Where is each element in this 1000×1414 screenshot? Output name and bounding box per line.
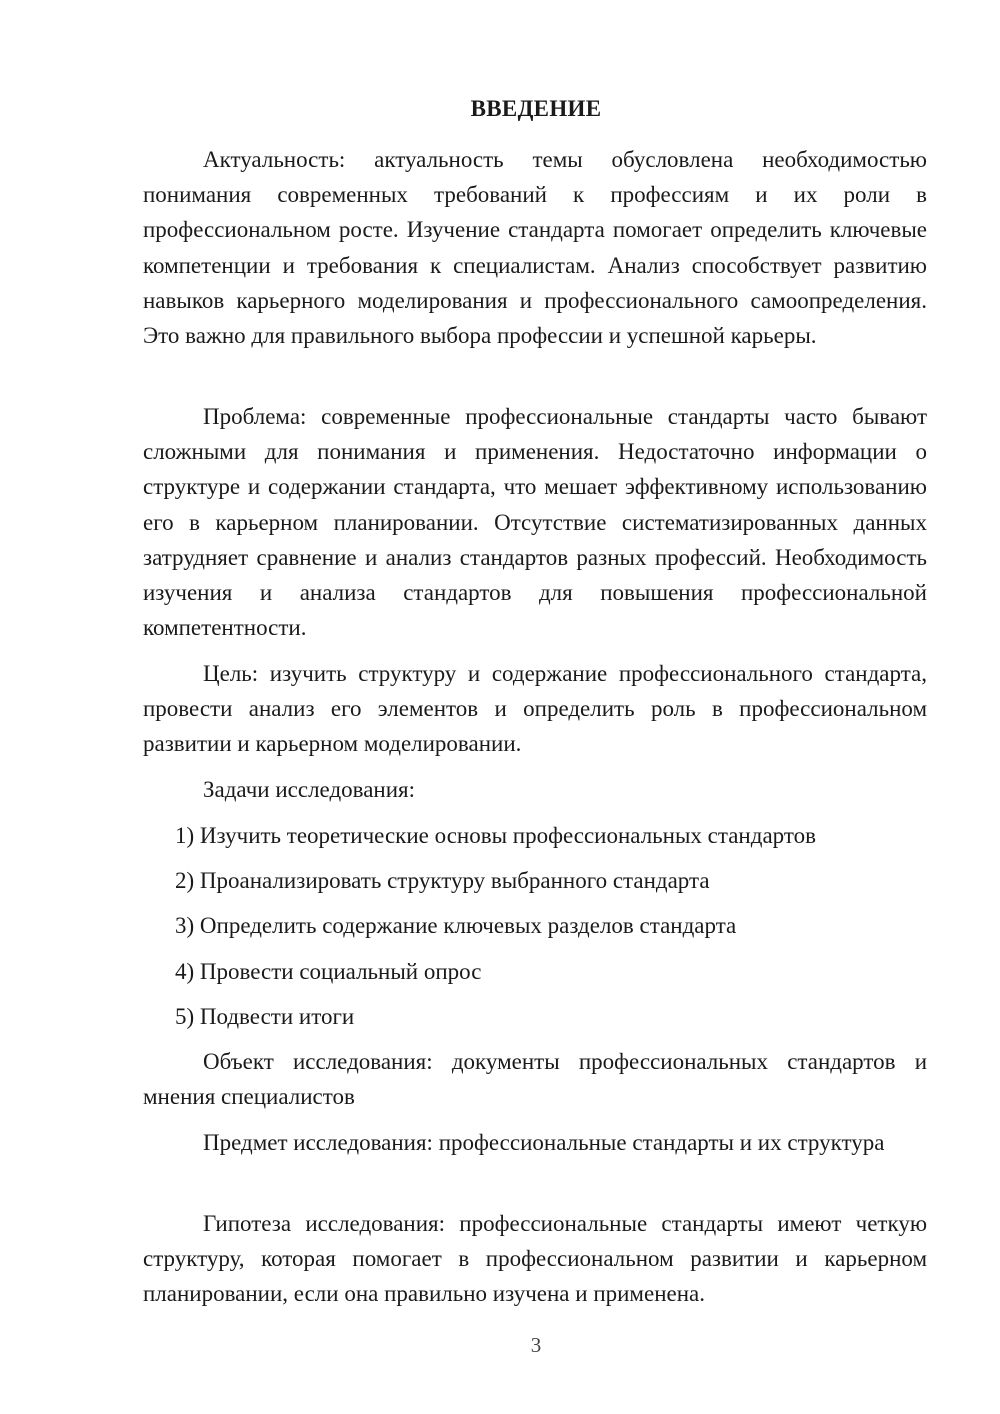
task-list xyxy=(143,954,927,989)
tasks-heading: Задачи исследования: xyxy=(203,777,416,802)
task-item-1: 1) Изучить теоретические основы профессиональных стандартов xyxy=(175,823,816,848)
goal-block xyxy=(143,656,927,762)
task-item-5: 5) Подвести итоги xyxy=(175,1004,355,1029)
hypothesis-block xyxy=(143,1206,927,1312)
paragraph-hypothesis: Гипотеза исследования: профессиональные стандарты имеют четкую структуру, которая помогает в профессиональном развитии и карьерном планировании, если она правильно изучена и применена. xyxy=(143,1211,927,1307)
section-title: ВВЕДЕНИЕ xyxy=(470,96,602,121)
task-item-2: 2) Проанализировать структуру выбранного стандарта xyxy=(175,868,710,893)
paragraph-problem: Проблема: современные профессиональные стандарты часто бывают сложными для понимания и применения. Недостаточно информации о структуре и содержании стандарта, что мешает эффективному использованию его в карьерном планировании. Отсутствие систематизированных данных затрудняет сравнение и анализ стандартов разных профессий. Необходимость изучения и анализа стандартов для повышения профессиональной компетентности. xyxy=(143,404,927,641)
object-block xyxy=(143,1044,927,1114)
paragraph-object: Объект исследования: документы профессиональных стандартов и мнения специалистов xyxy=(143,1049,927,1110)
tasks-heading-block xyxy=(143,772,927,807)
task-list xyxy=(143,999,927,1034)
task-list xyxy=(143,908,927,943)
problem-block xyxy=(143,399,927,645)
paragraph-goal: Цель: изучить структуру и содержание профессионального стандарта, провести анализ его элементов и определить роль в профессиональном развитии и карьерном моделировании. xyxy=(143,661,927,757)
relevance-block xyxy=(143,142,927,353)
task-list xyxy=(143,818,927,853)
subject-block xyxy=(143,1125,927,1160)
task-list xyxy=(143,863,927,898)
task-item-4: 4) Провести социальный опрос xyxy=(175,959,482,984)
paragraph-subject: Предмет исследования: профессиональные стандарты и их структура xyxy=(203,1130,885,1155)
page-number: 3 xyxy=(530,1333,542,1357)
paragraph-relevance: Актуальность: актуальность темы обусловлена необходимостью понимания современных требований к профессиям и их роли в профессиональном росте. Изучение стандарта помогает определить ключевые компетенции и требования к специалистам. Анализ способствует развитию навыков карьерного моделирования и профессионального самоопределения. Это важно для правильного выбора профессии и успешной карьеры. xyxy=(143,147,927,349)
task-item-3: 3) Определить содержание ключевых разделов стандарта xyxy=(175,913,737,938)
